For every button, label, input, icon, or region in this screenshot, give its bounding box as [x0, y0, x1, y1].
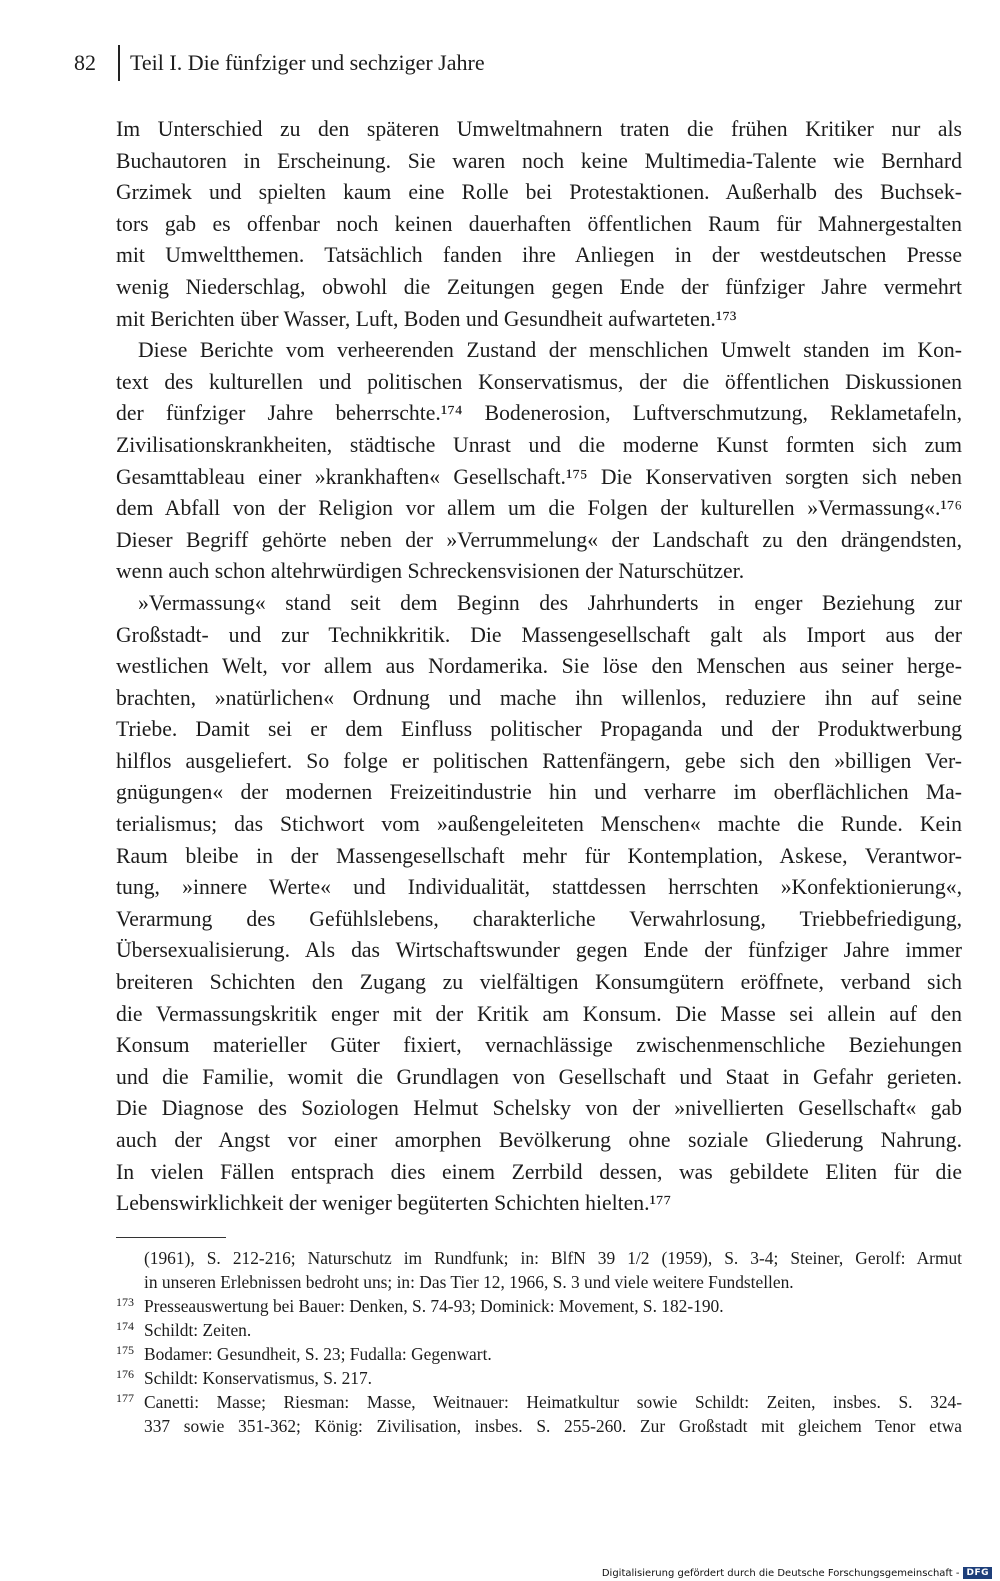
footnote-separator: [116, 1237, 226, 1238]
text-line: gnügungen« der modernen Freizeitindustrie hin und verharre im oberflächlichen Ma-: [116, 780, 962, 805]
text-line: Lebenswirklichkeit der weniger begüterten Schichten hielten.¹⁷⁷: [116, 1191, 672, 1216]
footnote-continuation-line: (1961), S. 212-216; Naturschutz im Rundfunk; in: BlfN 39 1/2 (1959), S. 3-4; Steiner, Gerolf: Armut: [144, 1248, 962, 1268]
footnote-text: Schildt: Konservatismus, S. 217.: [144, 1368, 373, 1388]
footnote-text: Schildt: Zeiten.: [144, 1320, 252, 1340]
text-line: »Vermassung« stand seit dem Beginn des Jahrhunderts in enger Beziehung zur: [138, 590, 962, 615]
page-number: 82: [74, 50, 96, 75]
text-line: westlichen Welt, vor allem aus Nordamerika. Sie löse den Menschen aus seiner herge-: [116, 654, 962, 679]
footnote-174: [116, 1318, 962, 1342]
footnote-text: Presseauswertung bei Bauer: Denken, S. 74-93; Dominick: Movement, S. 182-190.: [144, 1296, 724, 1316]
text-line: Triebe. Damit sei er dem Einfluss politischer Propaganda und der Produktwerbung: [116, 717, 962, 742]
text-line: brachten, »natürlichen« Ordnung und mache ihn willenlos, reduziere ihn auf seine: [116, 685, 962, 710]
text-line: Konsum materieller Güter fixiert, vernachlässige zwischenmenschliche Beziehungen: [116, 1033, 962, 1058]
text-line: Dieser Begriff gehörte neben der »Verrummelung« der Landschaft zu den drängendsten,: [116, 527, 962, 552]
text-line: hilflos ausgeliefert. So folge er politischen Rattenfängern, gebe sich den »billigen Ver-: [116, 748, 962, 773]
footnote-text: 337 sowie 351-362; König: Zivilisation, insbes. S. 255-260. Zur Großstadt mit gleichem Tenor etwa: [144, 1416, 962, 1436]
text-line: Buchautoren in Erscheinung. Sie waren noch keine Multimedia-Talente wie Bernhard: [116, 148, 962, 173]
text-line: Zivilisationskrankheiten, städtische Unrast und die moderne Kunst formten sich zum: [116, 432, 962, 457]
text-line: Im Unterschied zu den späteren Umweltmahnern traten die frühen Kritiker nur als: [116, 117, 962, 141]
text-line: wenn auch schon altehrwürdigen Schreckensvisionen der Naturschützer.: [116, 559, 745, 584]
footnote-number: 173: [116, 1295, 134, 1309]
digitization-stamp: [602, 1567, 992, 1579]
footnote-number: 175: [116, 1343, 134, 1357]
header-divider: [118, 45, 120, 81]
text-line: Grzimek und spielten kaum eine Rolle bei Protestaktionen. Außerhalb des Buchsek-: [116, 180, 962, 205]
running-header: [74, 48, 485, 78]
text-line: mit Berichten über Wasser, Luft, Boden und Gesundheit aufwarteten.¹⁷³: [116, 306, 737, 331]
text-line: mit Umweltthemen. Tatsächlich fanden ihre Anliegen in der westdeutschen Presse: [116, 243, 962, 268]
footnotes: [116, 1246, 962, 1438]
dfg-logo: DFG: [963, 1567, 992, 1579]
text-line: Die Diagnose des Soziologen Helmut Schelsky von der »nivellierten Gesellschaft« gab: [116, 1096, 962, 1121]
text-line: In vielen Fällen entsprach dies einem Zerrbild dessen, was gebildete Eliten für die: [116, 1159, 962, 1184]
footnote-number: 176: [116, 1367, 134, 1381]
footnote-number: 174: [116, 1319, 134, 1333]
text-line: terialismus; das Stichwort vom »außengeleiteten Menschen« machte die Runde. Kein: [116, 812, 962, 837]
text-line: Großstadt- und zur Technikkritik. Die Massengesellschaft galt als Import aus der: [116, 622, 962, 647]
text-line: die Vermassungskritik enger mit der Kritik am Konsum. Die Masse sei allein auf den: [116, 1001, 962, 1026]
footnote-176: [116, 1366, 962, 1390]
text-line: der fünfziger Jahre beherrschte.¹⁷⁴ Bodenerosion, Luftverschmutzung, Reklametafeln,: [116, 401, 962, 426]
text-line: und die Familie, womit die Grundlagen von Gesellschaft und Staat in Gefahr gerieten.: [116, 1064, 962, 1089]
footnote-173: [116, 1294, 962, 1318]
main-text: [116, 114, 962, 1220]
text-line: dem Abfall von der Religion vor allem um die Folgen der kulturellen »Vermassung«.¹⁷⁶: [116, 496, 962, 521]
footnote-text: Canetti: Masse; Riesman: Masse, Weitnauer: Heimatkultur sowie Schildt: Zeiten, insbes. S. 324-: [144, 1392, 962, 1412]
footnote-continuation-line: in unseren Erlebnissen bedroht uns; in: Das Tier 12, 1966, S. 3 und viele weitere Fundstellen.: [144, 1272, 794, 1292]
footnote-175: [116, 1342, 962, 1366]
footnote-number: 177: [116, 1391, 134, 1405]
text-line: tung, »innere Werte« und Individualität, stattdessen herrschten »Konfektionierung«,: [116, 875, 962, 900]
footnote-177: [116, 1390, 962, 1414]
footnote-text: Bodamer: Gesundheit, S. 23; Fudalla: Gegenwart.: [144, 1344, 492, 1364]
text-line: Verarmung des Gefühlslebens, charakterliche Verwahrlosung, Triebbefriedigung,: [116, 906, 962, 931]
text-line: tors gab es offenbar noch keinen dauerhaften öffentlichen Raum für Mahnergestalten: [116, 211, 962, 236]
text-line: breiteren Schichten den Zugang zu vielfältigen Konsumgütern eröffnete, verband sich: [116, 970, 962, 995]
text-line: Diese Berichte vom verheerenden Zustand der menschlichen Umwelt standen im Kon-: [138, 338, 962, 363]
text-line: Raum bleibe in der Massengesellschaft mehr für Kontemplation, Askese, Verantwor-: [116, 843, 962, 868]
text-line: auch der Angst vor einer amorphen Bevölkerung ohne soziale Gliederung Nahrung.: [116, 1128, 962, 1152]
running-title: Teil I. Die fünfziger und sechziger Jahre: [130, 50, 485, 75]
text-line: text des kulturellen und politischen Konservatismus, der die öffentlichen Diskussionen: [116, 369, 962, 394]
text-line: wenig Niederschlag, obwohl die Zeitungen gegen Ende der fünfziger Jahre vermehrt: [116, 274, 962, 299]
footnote-177-continued: [116, 1414, 962, 1438]
text-line: Gesamttableau einer »krankhaften« Gesellschaft.¹⁷⁵ Die Konservativen sorgten sich neben: [116, 464, 962, 489]
text-line: Übersexualisierung. Als das Wirtschaftswunder gegen Ende der fünfziger Jahre immer: [116, 938, 962, 963]
stamp-text: Digitalisierung gefördert durch die Deutsche Forschungsgemeinschaft -: [601, 1567, 960, 1579]
